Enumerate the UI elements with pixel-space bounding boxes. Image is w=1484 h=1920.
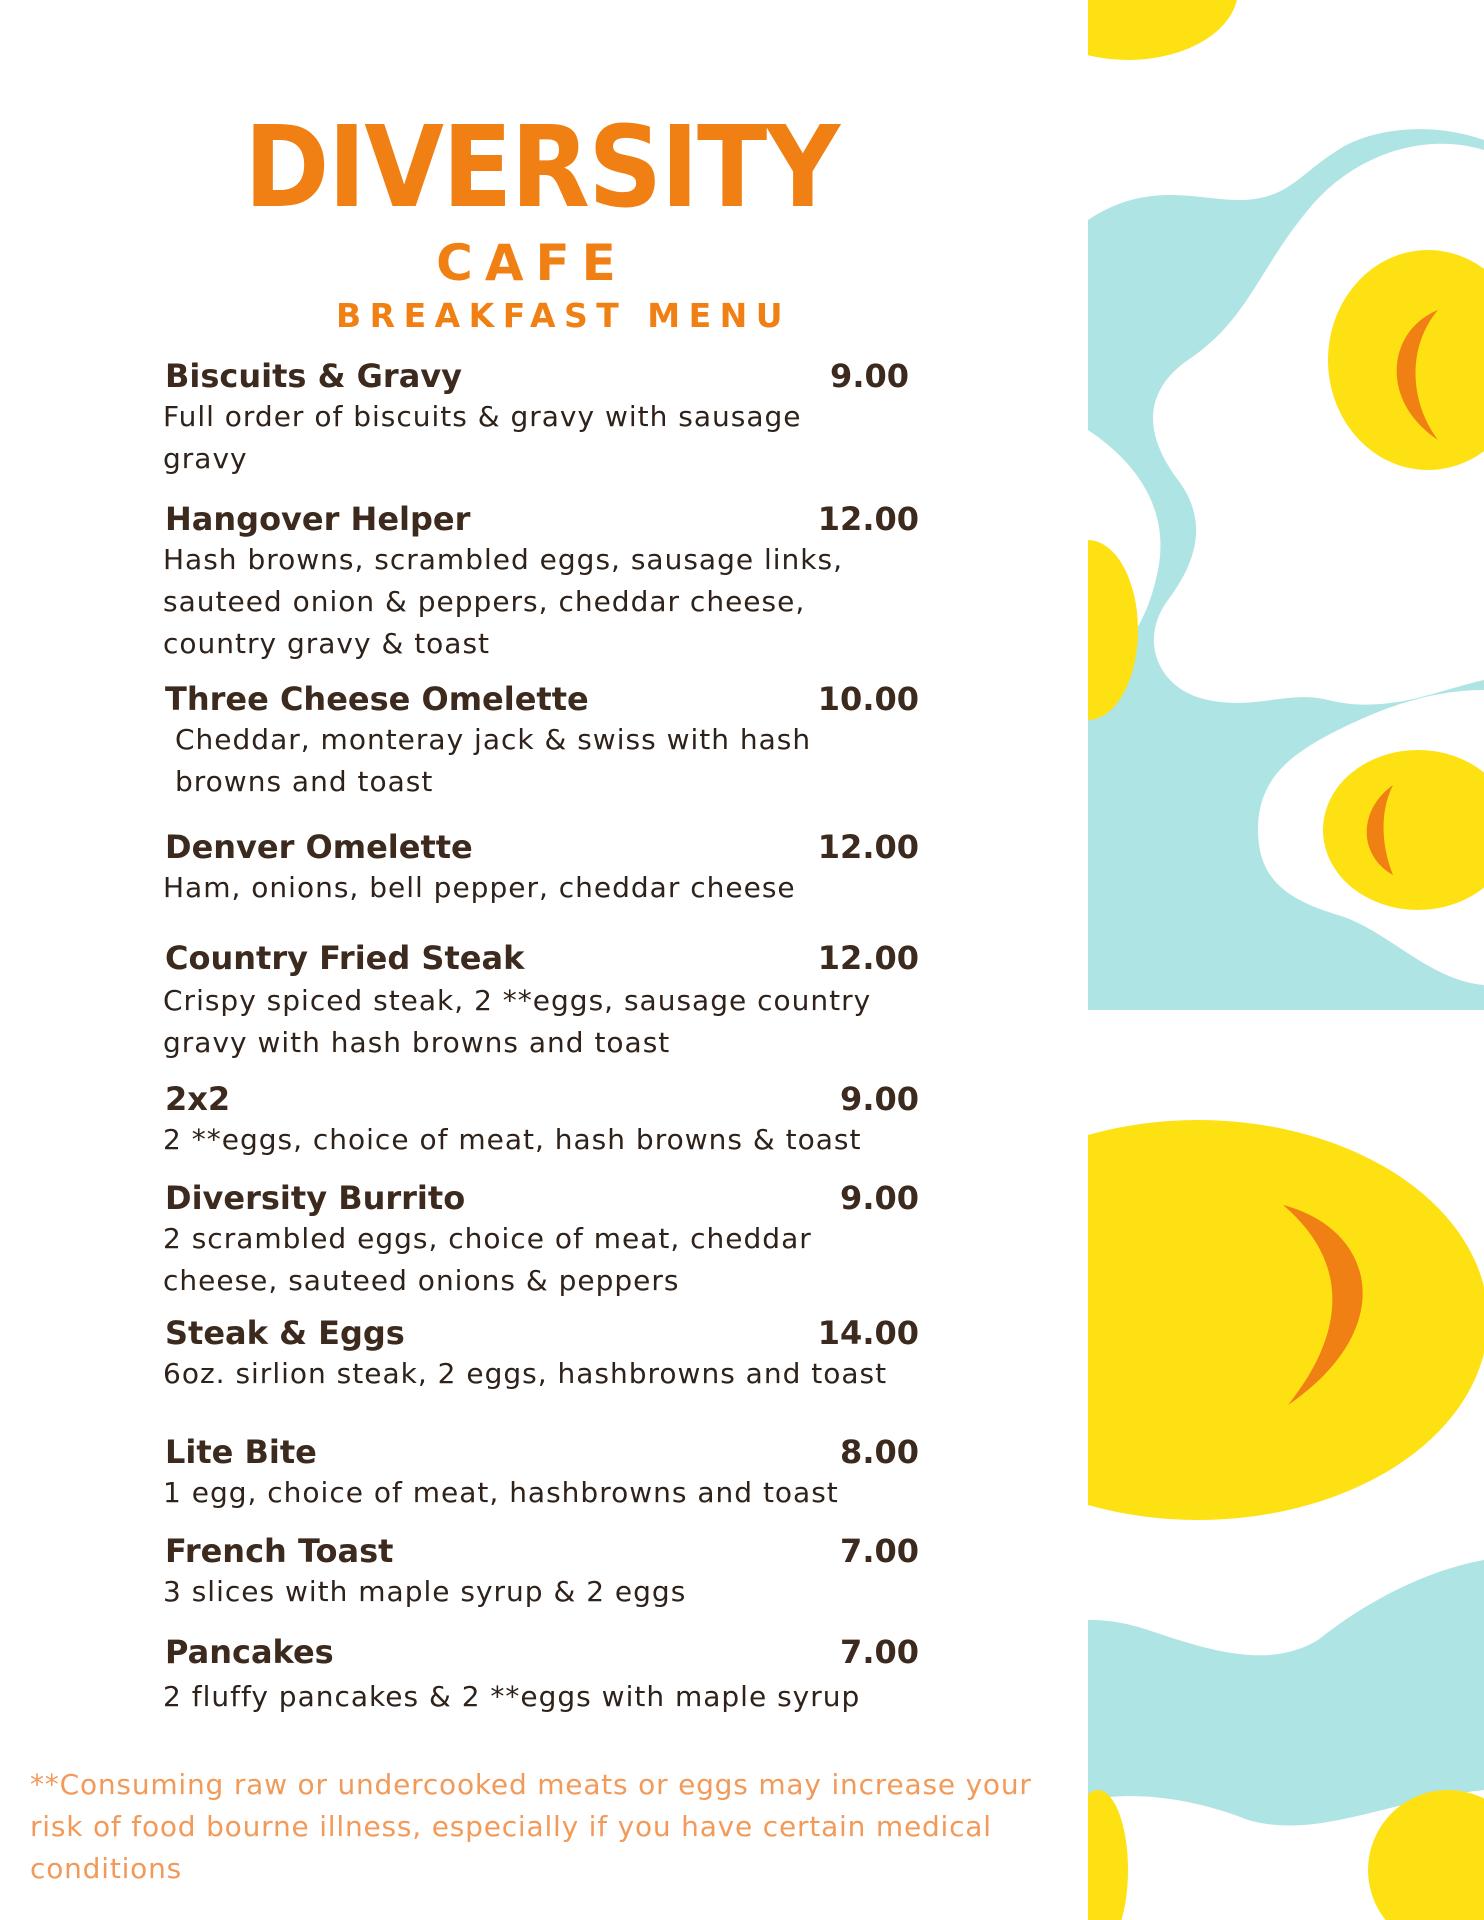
item-price: 12.00 — [817, 828, 919, 866]
item-name: Country Fried Steak — [165, 939, 525, 977]
item-description: Cheddar, monteray jack & swiss with hash browns and toast — [175, 723, 812, 798]
item-price: 9.00 — [840, 1080, 919, 1118]
item-price: 12.00 — [817, 939, 919, 977]
item-price: 8.00 — [840, 1433, 919, 1471]
item-price: 9.00 — [840, 1179, 919, 1217]
menu-item — [163, 356, 923, 480]
item-description: 2 fluffy pancakes & 2 **eggs with maple syrup — [163, 1680, 861, 1713]
item-name: Biscuits & Gravy — [165, 357, 463, 395]
fried-egg-pattern — [1088, 0, 1484, 1920]
item-price: 7.00 — [840, 1532, 919, 1570]
item-description: Full order of biscuits & gravy with sausage gravy — [163, 400, 802, 475]
menu-item — [163, 1178, 923, 1302]
item-description: Crispy spiced steak, 2 **eggs, sausage country gravy with hash browns and toast — [163, 984, 872, 1059]
item-price: 7.00 — [840, 1633, 919, 1671]
item-description: Hash browns, scrambled eggs, sausage links, sauteed onion & peppers, cheddar cheese, country gravy & toast — [163, 543, 843, 660]
menu-item — [163, 1079, 923, 1161]
menu-item — [163, 1432, 923, 1514]
menu-item — [163, 1632, 923, 1718]
item-description: 6oz. sirlion steak, 2 eggs, hashbrowns and toast — [163, 1357, 888, 1390]
item-name: Denver Omelette — [165, 828, 473, 866]
item-price: 14.00 — [817, 1314, 919, 1352]
item-name: Steak & Eggs — [165, 1314, 405, 1352]
menu-item — [163, 827, 923, 909]
menu-item — [163, 938, 923, 1064]
item-price: 12.00 — [817, 500, 919, 538]
item-description: 2 scrambled eggs, choice of meat, cheddar cheese, sauteed onions & peppers — [163, 1222, 812, 1297]
item-name: Hangover Helper — [165, 500, 471, 538]
menu-item — [163, 1531, 923, 1613]
item-name: Lite Bite — [165, 1433, 317, 1471]
item-name: Three Cheese Omelette — [165, 680, 589, 718]
item-description: 1 egg, choice of meat, hashbrowns and toast — [163, 1476, 839, 1509]
item-description: 2 **eggs, choice of meat, hash browns & toast — [163, 1123, 862, 1156]
item-name: Diversity Burrito — [165, 1179, 466, 1217]
cafe-title: DIVERSITY — [244, 103, 839, 233]
item-name: 2x2 — [165, 1080, 231, 1118]
item-description: 3 slices with maple syrup & 2 eggs — [163, 1575, 687, 1608]
item-price: 10.00 — [817, 680, 919, 718]
menu-item — [163, 499, 923, 665]
food-safety-disclaimer: **Consuming raw or undercooked meats or eggs may increase your risk of food bourne illness, especially if you have certain medical conditions — [30, 1768, 1032, 1885]
menu-item — [163, 679, 923, 803]
item-price: 9.00 — [830, 357, 909, 395]
cafe-subtitle — [0, 234, 1088, 292]
menu-item — [163, 1313, 923, 1395]
item-description: Ham, onions, bell pepper, cheddar cheese — [163, 871, 796, 904]
menu-label: BREAKFAST MENU — [336, 296, 792, 335]
item-name: Pancakes — [165, 1633, 334, 1671]
cafe-subtitle-text: CAFE — [436, 234, 628, 292]
item-name: French Toast — [165, 1532, 394, 1570]
